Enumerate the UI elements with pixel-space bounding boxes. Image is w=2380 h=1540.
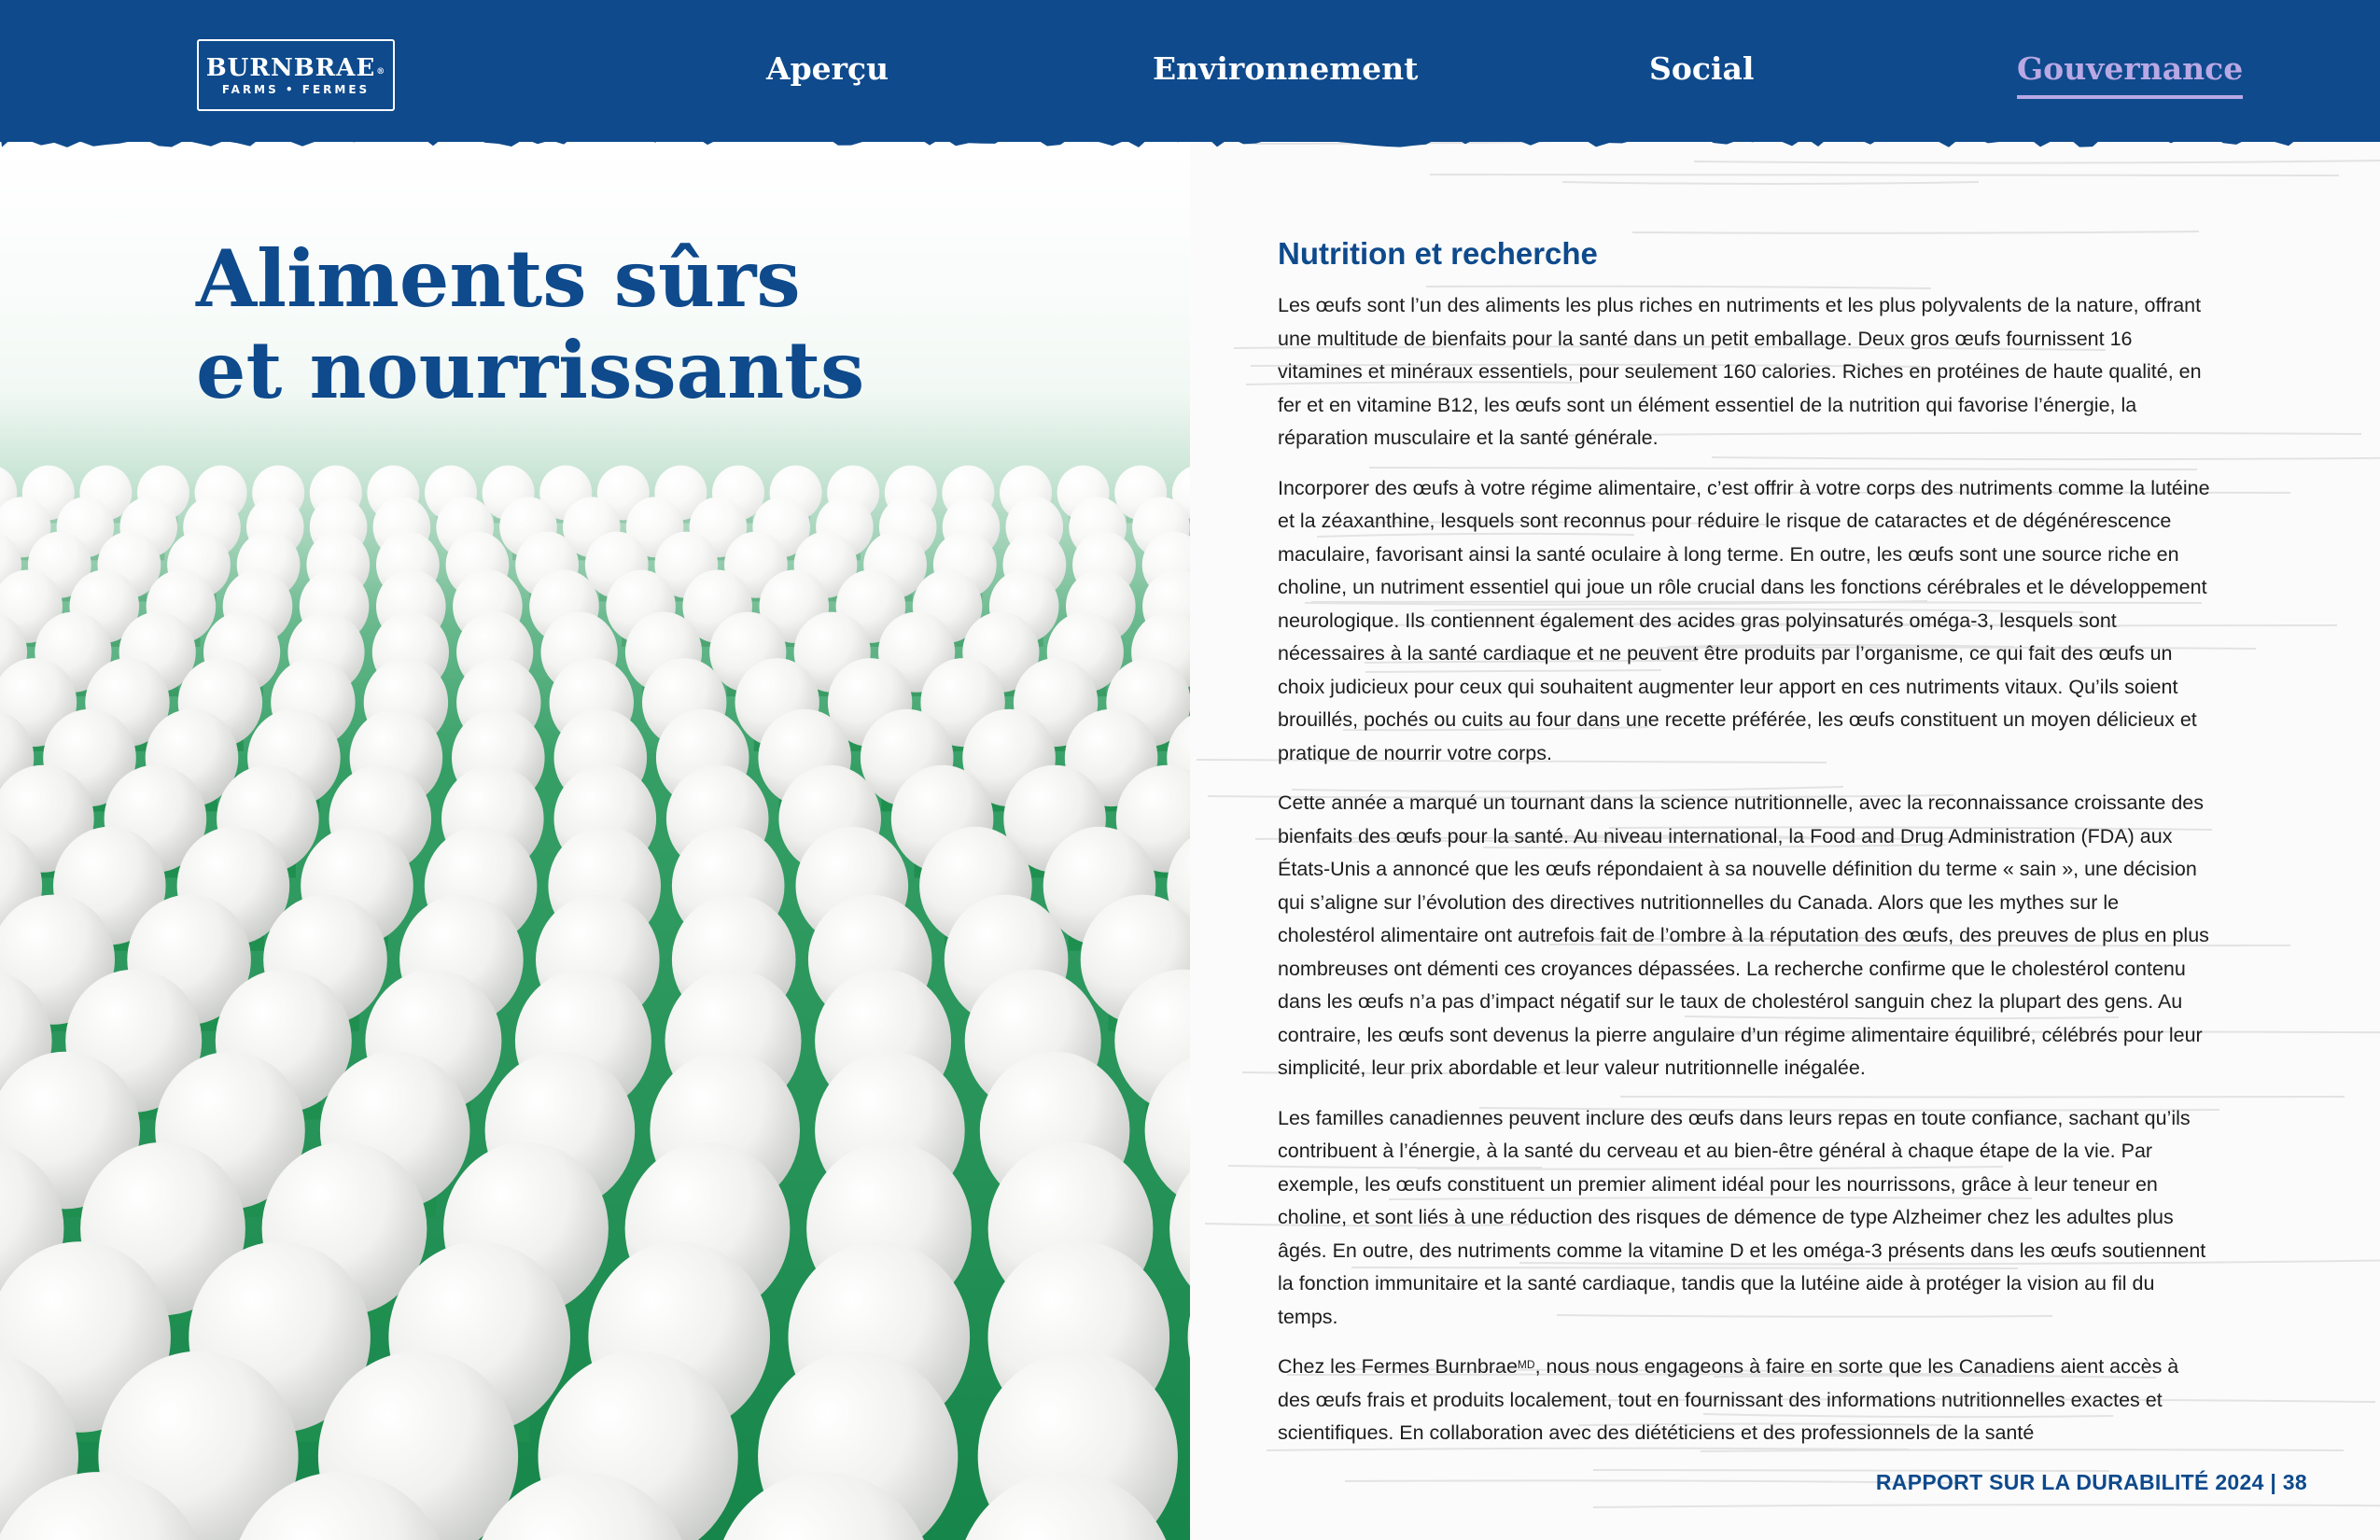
nav-item-social[interactable]: Social — [1649, 50, 1755, 87]
paragraph-4: Les familles canadiennes peuvent inclure des œufs dans leurs repas en toute confiance, sachant qu’ils contribuent à l’énergie, à la santé du cerveau et au bien-être général à chaque étape de la vie. Par exemple, les œufs constituent un premier aliment idéal pour les nourrissons, grâce à leur teneur en choline, et sont liés à une réduction des risques de démence de type Alzheimer chez les adultes plus âgés. En outre, des nutriments comme la vitamine D et les oméga-3 présents dans les œufs soutiennent la fonction immunitaire et la santé cardiaque, tandis que la lutéine aide à protéger la vision au fil du temps. — [1278, 1106, 2206, 1328]
paragraph-1: Les œufs sont l’un des aliments les plus riches en nutriments et les plus polyvalents de la nature, offrant une multitude de bienfaits pour la santé dans un petit emballage. Deux gros œufs fournissent 16 vitamines et minéraux essentiels, pour seulement 160 calories. Riches en protéines de haute qualité, en fer et en vitamine B12, les œufs sont un élément essentiel de la nutrition qui favorise l’énergie, la réparation musculaire et la santé générale. — [1278, 294, 2202, 449]
page-headline — [196, 233, 864, 416]
wood-grain-line — [1562, 182, 1979, 184]
wood-grain-line — [1593, 1505, 2380, 1507]
nav-item-gouvernance-label: Gouvernance — [2017, 50, 2244, 87]
page-footer: RAPPORT SUR LA DURABILITÉ 2024 | 38 — [1875, 1470, 2307, 1494]
nav-item-apercu[interactable]: Aperçu — [766, 50, 889, 87]
paragraph-5 — [1278, 1351, 2211, 1450]
wood-grain-line — [1345, 1480, 1961, 1483]
wood-grain-line — [1694, 160, 2380, 163]
burnbrae-logo[interactable] — [197, 39, 395, 111]
wood-grain-line — [1632, 231, 2199, 233]
top-nav-bar — [0, 0, 2380, 142]
nav-item-gouvernance[interactable] — [2017, 47, 2243, 91]
headline-line-2: et nourrissants — [196, 324, 865, 416]
section-title: Nutrition et recherche — [1278, 236, 1598, 271]
paragraph-2: Incorporer des œufs à votre régime alimentaire, c’est offrir à votre corps des nutriments comme la lutéine et la zéaxanthine, lesquels sont reconnus pour réduire le risque de cataractes et de dégénérescence maculaire, favorisant ainsi la santé oculaire à long terme. En outre, les œufs sont une source riche en choline, un nutriment essentiel qui joue un rôle crucial dans les fonctions cérébrales et le développement neurologique. Ils contiennent également des acides gras polyinsaturés oméga-3, lesquels sont nécessaires à la santé cardiaque et ne peuvent être produits par l’organisme, ce qui fait des œufs un choix judicieux pour ceux qui souhaitent augmenter leur apport en ces nutriments vitaux. Qu’ils soient brouillés, pochés ou cuits au four dans une recette préférée, les œufs constituent un moyen délicieux et pratique de nourrir votre corps. — [1278, 476, 2210, 764]
torn-paper-edge — [0, 129, 2380, 157]
logo-registered-mark: ® — [376, 67, 386, 77]
article-content — [1278, 235, 2211, 1467]
headline-line-1: Aliments sûrs — [196, 232, 801, 325]
paragraph-5-start: Chez les Fermes Burnbrae — [1278, 1355, 1518, 1378]
active-tab-underline — [2017, 95, 2243, 99]
nav-item-environnement[interactable]: Environnement — [1153, 50, 1419, 87]
logo-subtitle: FARMS • FERMES — [221, 83, 371, 96]
md-superscript: MD — [1517, 1358, 1535, 1371]
paragraph-3: Cette année a marqué un tournant dans la science nutritionnelle, avec la reconnaissance croissante des bienfaits des œufs pour la santé. Au niveau international, la Food and Drug Administration (FDA) aux États-Unis a annoncé que les œufs répondaient à sa nouvelle définition du terme « sain », une décision qui s’aligne sur l’évolution des directives nutritionnelles du Canada. Alors que les mythes sur le cholestérol alimentaire ont autrefois fait de l’ombre à la réputation des œufs, des preuves de plus en plus nombreuses ont démenti ces croyances dépassées. La recherche confirme que le cholestérol contenu dans les œufs n’a pas d’impact négatif sur le taux de cholestérol sanguin chez la plupart des gens. Au contraire, les œufs sont devenus la pierre angulaire d’un régime alimentaire équilibré, célébrés pour leur simplicité, leur prix abordable et leur valeur nutritionnelle inégalée. — [1278, 791, 2209, 1079]
logo-wordmark: BURNBRAE — [205, 54, 376, 82]
paragraph-5-rest: , nous nous engageons à faire en sorte que les Canadiens aient accès à des œufs frais et produits localement, tout en fournissant des informations nutritionnelles exactes et scientifiques. En collaboration avec des diététiciens et des professionnels de la santé — [1278, 1355, 2179, 1444]
